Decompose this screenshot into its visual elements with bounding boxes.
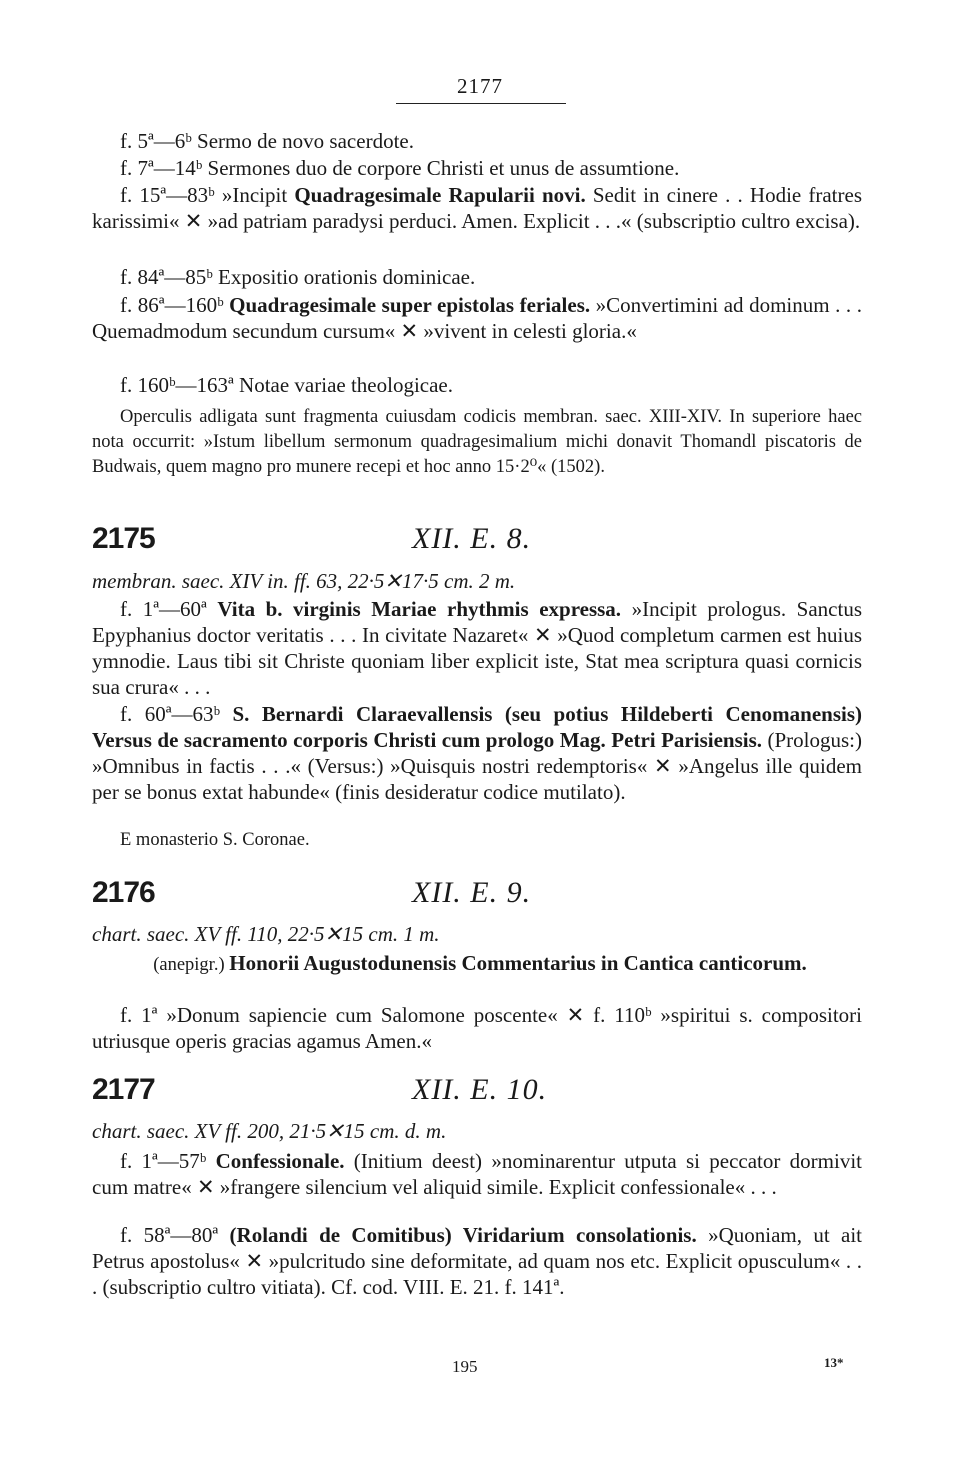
entry-text: »Quoniam, ut ait Petrus apostolus« ✕ »pulcritudo sine deformitate, ad quam nos etc. Explicit opusculum« . . . (subscriptio cultro vitiata). Cf. cod. VIII. E. 21. f. 141ª. [92,1223,862,1299]
ms-2175-entry-2 [92,701,862,805]
entry-title: Confessionale. [215,1149,345,1173]
footer-page-number: 195 [452,1357,478,1376]
entry-3-text: Sedit in cinere . . Hodie fratres karissimi« ✕ »ad patriam paradysi perduci. Amen. Explicit . . .« (subscriptio cultro excisa). [92,183,862,233]
ms-2175-provenance: E monasterio S. Coronae. [120,830,310,850]
binding-note: Operculis adligata sunt fragmenta cuiusdam codicis membran. saec. XIII-XIV. In superiore haec nota occurrit: »Istum libellum sermonum quadragesimalium michi donavit Thomandl piscatoris de Budwais, quem magno pro munere recepi et hoc anno 15·2⁰« (1502). [92,407,862,477]
ms-number: 2177 [92,1073,155,1106]
ms-2177-entry-1 [92,1148,862,1200]
ms-2177-entry-2 [92,1222,862,1300]
entry-3-title: Quadragesimale Rapularii novi. [294,183,586,207]
ms-2176-description: chart. saec. XV ff. 110, 22·5✕15 cm. 1 m. [92,922,440,946]
ms-number: 2176 [92,876,155,909]
work-title: Honorii Augustodunensis Commentarius in Cantica canticorum. [229,951,807,975]
anepigr-note: (anepigr.) [153,955,230,975]
ms-2176-heading [92,876,862,916]
header-rule [396,103,566,104]
entry-line-6: f. 160ᵇ—163ª Notae variae theologicae. [120,373,454,397]
ms-2176-entry-1: f. 1ª »Donum sapiencie cum Salomone poscente« ✕ f. 110ᵇ »spiritui s. compositori utriusque operis gracias agamus Amen.« [92,1003,862,1053]
ms-2175-heading [92,522,862,562]
entry-ref: f. 60ª—63ᵇ [120,702,233,726]
ms-2176-title [110,950,850,978]
shelfmark: XII. E. 8. [412,522,532,555]
entry-ref: f. 1ª—57ᵇ [120,1149,216,1173]
entry-text: (Prologus:) »Omnibus in factis . . .« (Versus:) »Quisquis nostri redemptoris« ✕ »Angelus ille quidem per se bonus extat habunde« (finis desideratur codice mutilato). [92,728,863,804]
entry-5-text: »Convertimini ad dominum . . . Quemadmodum secundum cursum« ✕ »vivent in celesti gloria.« [92,293,862,343]
entry-text: »Incipit prologus. Sanctus Epyphanius doctor veritatis . . . In civitate Nazaret« ✕ »Quod completum carmen est huius ymnodie. Laus tibi sit Christe quoniam liber explicit iste, Stat mea scriptura quasi cornicis sua crura« . . . [92,597,862,699]
entry-line-4: f. 84ª—85ᵇ Expositio orationis dominicae. [120,265,476,289]
entry-text: (Initium deest) »nominarentur utputa si peccator dormivit cum matre« ✕ »frangere silencium vel aliquid simile. Explicit confessionale« . . . [92,1149,862,1199]
entry-line-2: f. 7ª—14ᵇ Sermones duo de corpore Christi et unus de assumtione. [120,156,680,180]
entry-line-1: f. 5ª—6ᵇ Sermo de novo sacerdote. [120,129,414,153]
entry-line-3 [92,182,862,234]
ms-number: 2175 [92,522,155,555]
entry-5-title: Quadragesimale super epistolas feriales. [229,293,591,317]
entry-ref: f. 58ª—80ª [120,1223,230,1247]
shelfmark: XII. E. 9. [412,876,532,909]
entry-line-5 [92,292,862,344]
ms-2175-description: membran. saec. XIV in. ff. 63, 22·5✕17·5 cm. 2 m. [92,569,516,593]
ms-2177-heading [92,1073,862,1113]
entry-title: (Rolandi de Comitibus) Viridarium consolationis. [229,1223,697,1247]
shelfmark: XII. E. 10. [412,1073,548,1106]
ms-2175-entry-1 [92,596,862,700]
entry-3-ref: f. 15ª—83ᵇ »Incipit [120,183,295,207]
page-header-number: 2177 [457,74,503,98]
entry-5-ref: f. 86ª—160ᵇ [120,293,230,317]
entry-ref: f. 1ª—60ª [120,597,218,621]
entry-title: S. Bernardi Claraevallensis (seu potius Hildeberti Cenomanensis) Versus de sacramento corporis Christi cum prologo Mag. Petri Parisiensis. [92,702,862,752]
ms-2177-description: chart. saec. XV ff. 200, 21·5✕15 cm. d. m. [92,1119,447,1143]
footer-signature-mark: 13* [824,1355,844,1370]
entry-title: Vita b. virginis Mariae rhythmis expressa. [217,597,622,621]
